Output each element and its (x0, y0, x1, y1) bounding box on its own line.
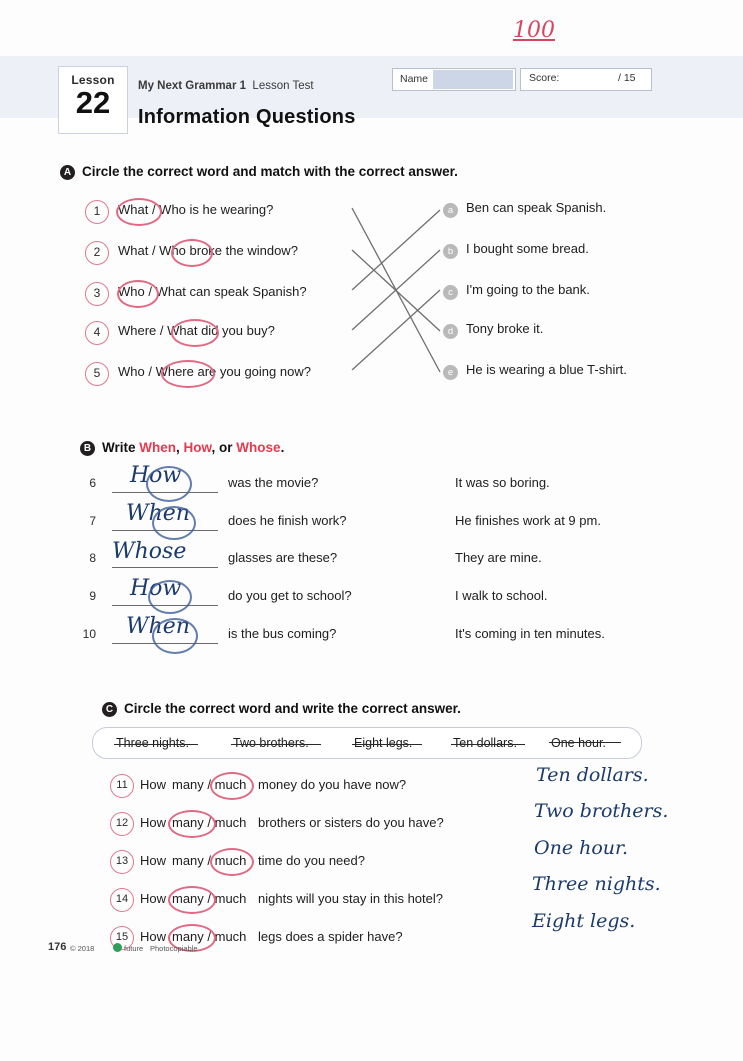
question-text: Who / Where are you going now? (118, 364, 311, 379)
answer-text: Tony broke it. (466, 321, 544, 336)
question-number: 9 (89, 589, 96, 603)
section-b-word-how: How (183, 440, 212, 455)
handwritten-answer: When (126, 614, 190, 639)
question-lead: How (140, 815, 167, 830)
handwritten-score: 100 (513, 18, 555, 43)
question-text: money do you have now? (258, 777, 407, 792)
score-label: Score: (529, 72, 560, 84)
question-lead: How (140, 777, 167, 792)
handwritten-answer: How (130, 576, 182, 601)
question-text: glasses are these? (228, 550, 338, 565)
answer-letter: d (443, 324, 458, 339)
answer-text: Ben can speak Spanish. (466, 200, 607, 215)
question-text: brothers or sisters do you have? (258, 815, 444, 830)
student-circle (152, 618, 198, 654)
test-label: Lesson Test (252, 80, 314, 92)
score-total: / 15 (618, 72, 636, 84)
handwritten-answer: When (126, 501, 190, 526)
question-choice: many / much (172, 929, 247, 944)
handwritten-answer: Whose (112, 539, 187, 564)
word-bank-item: Two brothers. (233, 736, 309, 750)
book-line (138, 80, 314, 92)
section-b-sep2: , or (211, 440, 237, 455)
brand-name: future (124, 944, 144, 953)
word-bank-item: Ten dollars. (453, 736, 517, 750)
reply-text: It's coming in ten minutes. (455, 626, 605, 641)
question-number: 6 (89, 476, 96, 490)
question-text: was the movie? (228, 475, 319, 490)
question-number: 14 (110, 888, 134, 912)
question-text: nights will you stay in this hotel? (258, 891, 443, 906)
lesson-number: 22 (75, 85, 111, 120)
question-number: 13 (110, 850, 134, 874)
lesson-word: Lesson (71, 73, 115, 87)
question-number: 11 (110, 774, 134, 798)
answer-text: I bought some bread. (466, 241, 589, 256)
question-text: What / Who broke the window? (118, 243, 298, 258)
handwritten-answer: One hour. (534, 837, 629, 859)
lesson-badge (58, 66, 128, 134)
question-choice: many / much (172, 815, 247, 830)
photocopiable-note: Photocopiable (150, 944, 198, 953)
future-logo-icon (113, 943, 122, 952)
question-number: 7 (89, 514, 96, 528)
question-choice: many / much (172, 891, 247, 906)
strikethrough-mark (114, 744, 198, 745)
section-c-instruction: Circle the correct word and write the correct answer. (124, 701, 461, 716)
copyright: © 2018 (70, 944, 95, 953)
section-a-bullet: A (60, 165, 75, 180)
strikethrough-mark (549, 742, 621, 743)
word-bank-item: Eight legs. (354, 736, 413, 750)
question-choice: many / much (172, 777, 247, 792)
section-c-bullet: C (102, 702, 117, 717)
question-choice: many / much (172, 853, 247, 868)
answer-letter: b (443, 244, 458, 259)
section-b-instruction (102, 440, 284, 455)
answer-text: I'm going to the bank. (466, 282, 590, 297)
word-bank-item: Three nights. (116, 736, 189, 750)
question-text: does he finish work? (228, 513, 347, 528)
question-lead: How (140, 891, 167, 906)
section-b-instruction-pre: Write (102, 440, 140, 455)
section-b-bullet: B (80, 441, 95, 456)
word-bank-item: One hour. (551, 736, 606, 750)
student-circle (146, 466, 192, 502)
answer-letter: a (443, 203, 458, 218)
student-circle (152, 506, 196, 540)
question-text: legs does a spider have? (258, 929, 403, 944)
reply-text: I walk to school. (455, 588, 548, 603)
answer-blank[interactable] (112, 643, 218, 644)
handwritten-answer: Two brothers. (534, 800, 669, 822)
name-redaction (433, 70, 513, 89)
handwritten-answer: Ten dollars. (536, 764, 649, 786)
page-title: Information Questions (138, 106, 356, 128)
question-number: 8 (89, 551, 96, 565)
question-text: What / Who is he wearing? (118, 202, 274, 217)
question-lead: How (140, 929, 167, 944)
reply-text: They are mine. (455, 550, 542, 565)
answer-letter: c (443, 285, 458, 300)
answer-blank[interactable] (112, 567, 218, 568)
question-number: 3 (85, 282, 109, 306)
answer-blank[interactable] (112, 492, 218, 493)
question-lead: How (140, 853, 167, 868)
question-number: 15 (110, 926, 134, 950)
strikethrough-mark (451, 744, 525, 745)
question-number: 4 (85, 321, 109, 345)
question-text: Who / What can speak Spanish? (118, 284, 307, 299)
question-number: 2 (85, 241, 109, 265)
answer-blank[interactable] (112, 530, 218, 531)
answer-letter: e (443, 365, 458, 380)
strikethrough-mark (352, 744, 422, 745)
book-title: My Next Grammar 1 (138, 80, 247, 92)
question-number: 10 (82, 627, 96, 641)
answer-text: He is wearing a blue T-shirt. (466, 362, 627, 377)
question-text: time do you need? (258, 853, 365, 868)
question-text: Where / What did you buy? (118, 323, 275, 338)
answer-blank[interactable] (112, 605, 218, 606)
question-text: do you get to school? (228, 588, 352, 603)
handwritten-answer: Three nights. (532, 873, 661, 895)
page-number: 176 (48, 941, 67, 953)
section-b-word-whose: Whose (236, 440, 281, 455)
question-number: 5 (85, 362, 109, 386)
section-b-instruction-post: . (280, 440, 285, 455)
section-b-sep1: , (176, 440, 184, 455)
reply-text: It was so boring. (455, 475, 550, 490)
reply-text: He finishes work at 9 pm. (455, 513, 601, 528)
name-label: Name (400, 73, 429, 85)
student-circle (148, 580, 192, 614)
question-number: 12 (110, 812, 134, 836)
question-text: is the bus coming? (228, 626, 337, 641)
section-b-word-when: When (139, 440, 177, 455)
handwritten-answer: How (130, 463, 182, 488)
strikethrough-mark (231, 744, 321, 745)
question-number: 1 (85, 200, 109, 224)
section-a-instruction: Circle the correct word and match with the correct answer. (82, 164, 458, 179)
handwritten-answer: Eight legs. (532, 910, 636, 932)
